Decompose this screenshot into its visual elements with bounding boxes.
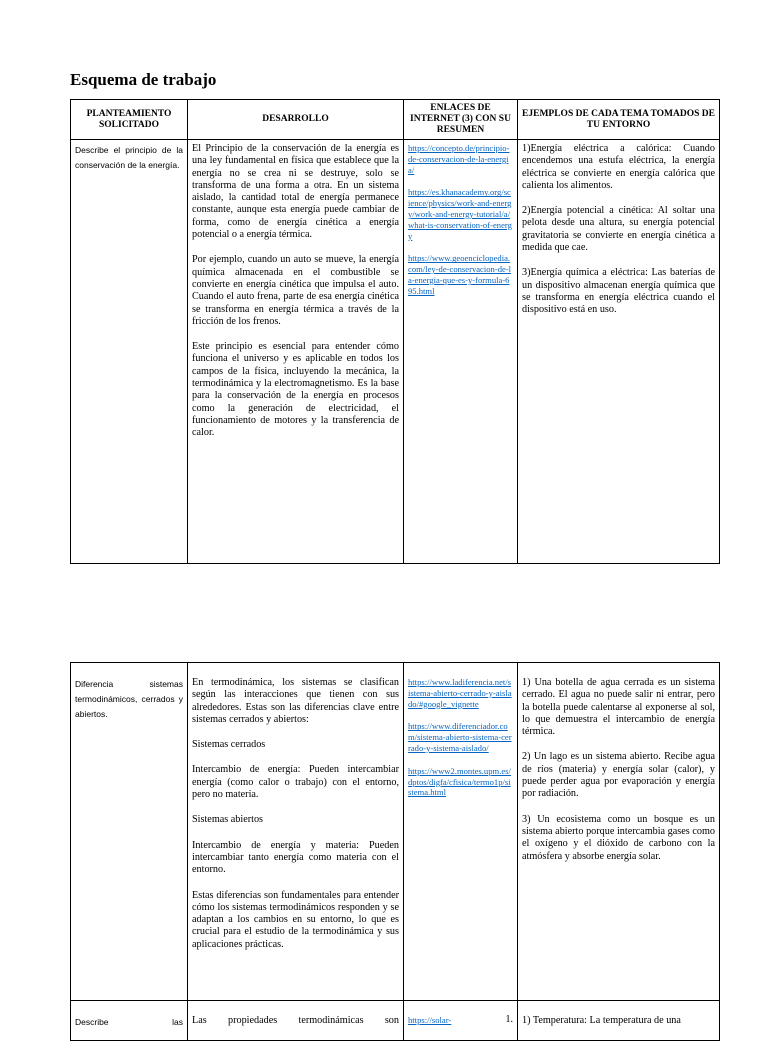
enlaces-cell	[404, 663, 518, 1001]
section-heading: Sistemas cerrados	[192, 739, 266, 751]
reference-link[interactable]: https://es.khanacademy.org/science/physics/work-and-energy/work-and-energy-tutorial/a/what-is-conservation-of-energy	[408, 187, 512, 241]
planteamiento-cell: Diferencia sistemas termodinámicos, cerrados y abiertos.	[71, 663, 188, 1001]
desarrollo-paragraph: El Principio de la conservación de la energía es una ley fundamental en física que establece que la energía no se crea ni se destruye, solo se transforma de una forma a otra. En un sistema aislado, la cantidad total de energía permanece constante, aunque esta energía puede cambiar de forma, como de energía cinética a energía potencial o a energía térmica.	[192, 143, 399, 241]
desarrollo-paragraph: Las propiedades termodinámicas son	[192, 1015, 399, 1026]
reference-link[interactable]: https://www.geoenciclopedia.com/ley-de-conservacion-de-la-energia-que-es-y-formula-695.html	[408, 253, 512, 296]
desarrollo-paragraph: Por ejemplo, cuando un auto se mueve, la energía química almacenada en el combustible se convierte en energía cinética que impulsa el auto. Cuando el auto frena, parte de esa energía cinética se transforma en energía térmica a través de la fricción de los frenos.	[192, 254, 399, 327]
desarrollo-cell	[188, 1001, 404, 1041]
work-table-page2	[70, 662, 720, 1041]
header-planteamiento: PLANTEAMIENTO SOLICITADO	[71, 100, 188, 140]
enlaces-cell	[404, 140, 518, 564]
planteamiento-cell	[71, 1001, 188, 1041]
planteamiento-cell: Describe el principio de la conservación de la energía.	[71, 140, 188, 564]
section-heading: Sistemas abiertos	[192, 814, 264, 826]
desarrollo-paragraph: Estas diferencias son fundamentales para entender cómo los sistemas termodinámicos responden y se adaptan a los cambios en su entorno, lo que es crucial para el estudio de la termodinámica y sus aplicaciones prácticas.	[192, 889, 399, 950]
desarrollo-paragraph: Intercambio de energía y materia: Pueden intercambiar tanto energía como materia con el entorno.	[192, 839, 399, 876]
reference-link[interactable]: https://www2.montes.upm.es/dptos/digfa/cfisica/termo1p/sistema.html	[408, 765, 511, 798]
header-desarrollo: DESARROLLO	[188, 100, 404, 140]
header-enlaces: ENLACES DE INTERNET (3) CON SU RESUMEN	[404, 100, 518, 140]
ejemplo-paragraph: 3)Energía química a eléctrica: Las baterías de un dispositivo almacenan energía química que se transforma en energía eléctrica cuando el dispositivo está en uso.	[522, 267, 715, 316]
ejemplo-paragraph: 1) Una botella de agua cerrada es un sistema cerrado. El agua no puede salir ni entrar, pero la botella puede calentarse al exponerse al sol, lo que demuestra el intercambio de energía térmica.	[522, 677, 715, 738]
table-row	[71, 1001, 720, 1041]
desarrollo-paragraph: Este principio es esencial para entender cómo funciona el universo y es aplicable en todos los campos de la física, incluyendo la mecánica, la termodinámica y la electromagnetismo. Es la base para la conservación de la energía en procesos como la generación de electricidad, el funcionamiento de motores y la transferencia de calor.	[192, 341, 399, 439]
ejemplo-paragraph: 2) Un lago es un sistema abierto. Recibe agua de ríos (materia) y energía solar (calor), y puede perder agua por evaporación y energía por radiación.	[522, 751, 715, 800]
reference-link[interactable]: https://www.ladiferencia.net/sistema-abierto-cerrado-y-aislado/#google_vignette	[408, 677, 512, 709]
ejemplo-paragraph: 1) Temperatura: La temperatura de una	[522, 1015, 681, 1026]
ejemplo-paragraph: 1)Energía eléctrica a calórica: Cuando encendemos una estufa eléctrica, la energía eléctrica se convierte en energía calórica que calienta los alimentos.	[522, 143, 715, 191]
document-title: Esquema de trabajo	[70, 70, 217, 89]
desarrollo-cell	[188, 663, 404, 1001]
work-table-page1	[70, 99, 720, 564]
table-row	[71, 663, 720, 1001]
reference-link[interactable]: https://www.diferenciador.com/sistema-abierto-sistema-cerrado-y-sistema-aislado/	[408, 721, 512, 753]
reference-link[interactable]: https://concepto.de/principio-de-conservacion-de-la-energia/	[408, 143, 510, 175]
list-number: 1.	[505, 1014, 513, 1025]
ejemplos-cell	[518, 663, 720, 1001]
table-header-row	[71, 100, 720, 140]
ejemplo-paragraph: 3) Un ecosistema como un bosque es un sistema abierto porque intercambia gases como el oxígeno y el dióxido de carbono con la atmósfera y absorbe energía solar.	[522, 813, 715, 862]
desarrollo-paragraph: En termodinámica, los sistemas se clasifican según las interacciones que tienen con sus alrededores. Estas son las diferencias clave entre sistemas cerrados y abiertos:	[192, 677, 399, 725]
ejemplo-paragraph: 2)Energía potencial a cinética: Al soltar una pelota desde una altura, su energía potencial gravitatoria se convierte en energía cinética a medida que cae.	[522, 205, 715, 254]
reference-link[interactable]: https://solar-	[408, 1015, 452, 1025]
desarrollo-cell	[188, 140, 404, 564]
planteamiento-text: Describe las	[75, 1017, 183, 1027]
enlaces-cell	[404, 1001, 518, 1041]
desarrollo-paragraph: Intercambio de energía: Pueden intercambiar energía (como calor o trabajo) con el entorno, pero no materia.	[192, 764, 399, 801]
ejemplos-cell	[518, 1001, 720, 1041]
header-ejemplos: EJEMPLOS DE CADA TEMA TOMADOS DE TU ENTORNO	[518, 100, 720, 140]
ejemplos-cell	[518, 140, 720, 564]
table-row	[71, 140, 720, 564]
